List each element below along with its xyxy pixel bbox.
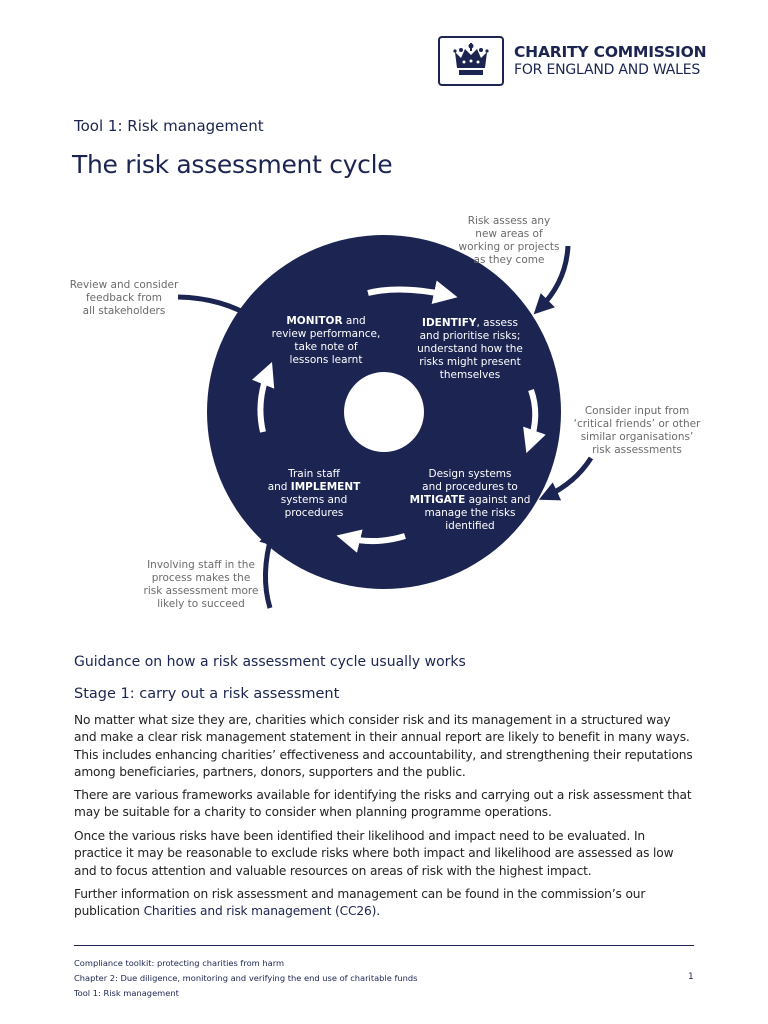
- cycle-center-hole: [344, 372, 424, 452]
- paragraph-4: [74, 886, 696, 921]
- step-mitigate: Design systems and procedures to MITIGATE against and manage the risks identified: [409, 468, 531, 532]
- logo-line1: CHARITY COMMISSION: [514, 43, 707, 61]
- footer-chapter: Chapter 2: Due diligence, monitoring and verifying the end use of charitable funds: [74, 973, 418, 983]
- cc26-publication-link[interactable]: Charities and risk management (CC26): [143, 904, 377, 919]
- stage-heading: Stage 1: carry out a risk assessment: [74, 686, 340, 702]
- note-critical-friends: Consider input from ‘critical friends’ or other similar organisations’ risk assessments: [573, 405, 701, 456]
- crown-icon: [438, 36, 504, 86]
- arrow-involving-staff-input: [265, 534, 272, 608]
- page-number: 1: [688, 972, 694, 982]
- note-review-feedback: Review and consider feedback from all stakeholders: [69, 279, 179, 317]
- step-implement: Train staff and IMPLEMENT systems and procedures: [267, 468, 361, 519]
- paragraph-4-end: .: [376, 904, 380, 919]
- footer-toolkit-title: Compliance toolkit: protecting charities from harm: [74, 958, 285, 968]
- paragraph-2: There are various frameworks available for identifying the risks and carrying out a risk assessment that may be suitable for a charity to consider when planning programme operations.: [74, 788, 692, 820]
- tool-label: Tool 1: Risk management: [74, 117, 264, 135]
- step-identify: IDENTIFY, assess and prioritise risks; understand how the risks might present themselves: [417, 317, 523, 381]
- guidance-heading: Guidance on how a risk assessment cycle usually works: [74, 654, 466, 670]
- risk-assessment-cycle-diagram: [0, 200, 768, 620]
- footer-tool: Tool 1: Risk management: [74, 988, 179, 998]
- charity-commission-logo: [438, 36, 707, 86]
- logo-line2: FOR ENGLAND AND WALES: [514, 62, 701, 78]
- paragraph-4-text: Further information on risk assessment and management can be found in the commission’s our publication: [74, 887, 646, 919]
- paragraph-1: No matter what size they are, charities which consider risk and its management in a structured way and make a clear risk management statement in their annual report are likely to benefit in many ways. This includes enhancing charities’ effectiveness and accountability, and strengthening their reputations among beneficiaries, partners, donors, supporters and the public.: [74, 713, 693, 779]
- page-title: The risk assessment cycle: [72, 150, 393, 179]
- arrow-critical-friends-input: [547, 458, 591, 496]
- note-involving-staff: Involving staff in the process makes the risk assessment more likely to succeed: [143, 559, 259, 610]
- step-monitor: MONITOR and review performance, take note of lessons learnt: [271, 315, 381, 366]
- paragraph-3: Once the various risks have been identified their likelihood and impact need to be evaluated. In practice it may be reasonable to exclude risks where both impact and likelihood are assessed as low and to focus attention and valuable resources on areas of risk with the highest impact.: [74, 829, 674, 878]
- footer-divider: [74, 945, 694, 946]
- note-new-areas: Risk assess any new areas of working or projects as they come: [458, 215, 560, 266]
